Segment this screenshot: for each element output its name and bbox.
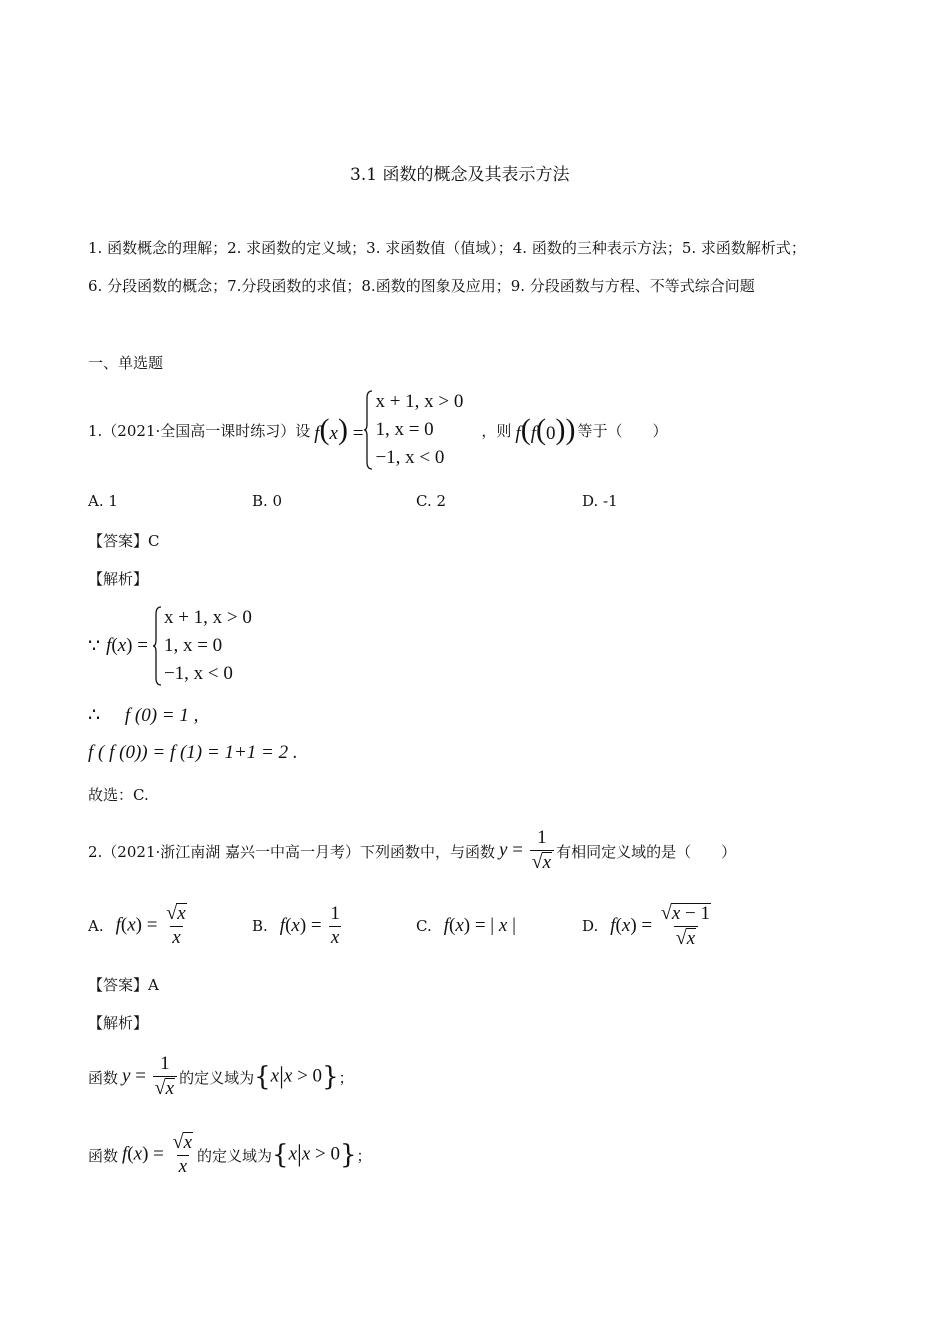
section-heading: 一、单选题: [88, 354, 164, 372]
q2-option-b-label: B.: [252, 917, 268, 935]
q1-option-a: A. 1: [88, 492, 118, 510]
q2-prefix: 2.（2021·浙江南湖 嘉兴一中高一月考）下列函数中，与函数: [88, 842, 496, 861]
left-brace-icon: [363, 390, 373, 470]
q2-line1-set: {x|x > 0}: [254, 1062, 339, 1092]
q2-line2-suffix: 的定义域为: [197, 1146, 273, 1165]
because-symbol: ∵: [88, 635, 101, 657]
q2-suffix: 有相同定义域的是（ ）: [556, 842, 737, 861]
q2-option-a-label: A.: [88, 917, 104, 935]
q2-option-d-label: D.: [582, 917, 599, 935]
q2-option-a: A. f(x) = √ x x: [88, 902, 186, 948]
q1-ff0: f(f(0)): [515, 413, 576, 446]
q1-eq-1-text: f (0) = 1 ,: [124, 705, 199, 726]
q1-case-2: 1, x = 0: [375, 419, 434, 440]
question-1: [88, 386, 667, 474]
q1-analysis-case-3: −1, x < 0: [163, 663, 233, 684]
q1-suffix: 等于（ ）: [577, 421, 668, 440]
q2-line1-prefix: 函数: [88, 1068, 119, 1087]
topics-line-2: 6. 分段函数的概念；7.分段函数的求值；8.函数的图象及应用；9. 分段函数与方程、不等式综合问题: [88, 277, 755, 295]
q2-line1-semicolon: ；: [338, 1068, 354, 1087]
q1-analysis-case-2: 1, x = 0: [163, 635, 223, 656]
topics-line-1: 1. 函数概念的理解；2. 求函数的定义域；3. 求函数值（值域）；4. 函数的三种表示方法；5. 求函数解析式；: [88, 239, 806, 257]
left-brace-icon: [152, 606, 162, 686]
q2-line2-prefix: 函数: [88, 1146, 119, 1165]
q2-analysis-line-2: 函数 f(x) = √ x x 的定义域为 {x|x > 0} ；: [88, 1131, 372, 1177]
q1-case-1: x + 1, x > 0: [375, 391, 464, 412]
q2-option-d: D. f(x) = √ x − 1 √ x: [582, 901, 710, 949]
q1-prefix: 1.（2021·全国高一课时练习）设: [88, 421, 311, 440]
q1-eq-2: f ( f (0)) = f (1) = 1+1 = 2 .: [88, 742, 298, 763]
q2-option-c: C. f(x) = | x |: [416, 915, 516, 936]
q1-option-d: D. -1: [582, 492, 618, 510]
q2-option-c-label: C.: [416, 917, 432, 935]
q1-option-c: C. 2: [416, 492, 447, 510]
therefore-symbol: ∴: [88, 705, 101, 726]
question-2: [88, 826, 736, 876]
q2-answer: 【答案】A: [88, 976, 159, 994]
q1-answer: 【答案】C: [88, 532, 160, 550]
q2-y-formula: y = 1 √ x: [499, 828, 556, 874]
q1-choice: 故选：C.: [88, 786, 149, 804]
q2-option-b: B. f(x) = $\frac{1}{x}$: [252, 902, 340, 948]
q1-analysis-label: 【解析】: [88, 570, 149, 588]
q2-line2-set: {x|x > 0}: [272, 1140, 357, 1170]
q2-line1-suffix: 的定义域为: [179, 1068, 255, 1087]
q1-option-b: B. 0: [252, 492, 283, 510]
q1-case-3: −1, x < 0: [375, 447, 445, 468]
q1-analysis-case-1: x + 1, x > 0: [163, 607, 252, 628]
q1-analysis-piecewise: ∵ f(x) = x + 1, x > 0 1, x = 0 −1, x < 0: [88, 602, 252, 690]
q1-piecewise: [363, 388, 463, 472]
q2-analysis-line-1: 函数 y = 1 √ x 的定义域为 {x|x > 0} ；: [88, 1053, 354, 1099]
q1-fx: f(x) =: [314, 413, 364, 446]
q2-line2-semicolon: ；: [356, 1146, 372, 1165]
q1-middle: ，则: [481, 421, 512, 440]
q1-eq-1: [88, 704, 198, 727]
page-title: 3.1 函数的概念及其表示方法: [350, 165, 570, 185]
q2-analysis-label: 【解析】: [88, 1014, 149, 1032]
